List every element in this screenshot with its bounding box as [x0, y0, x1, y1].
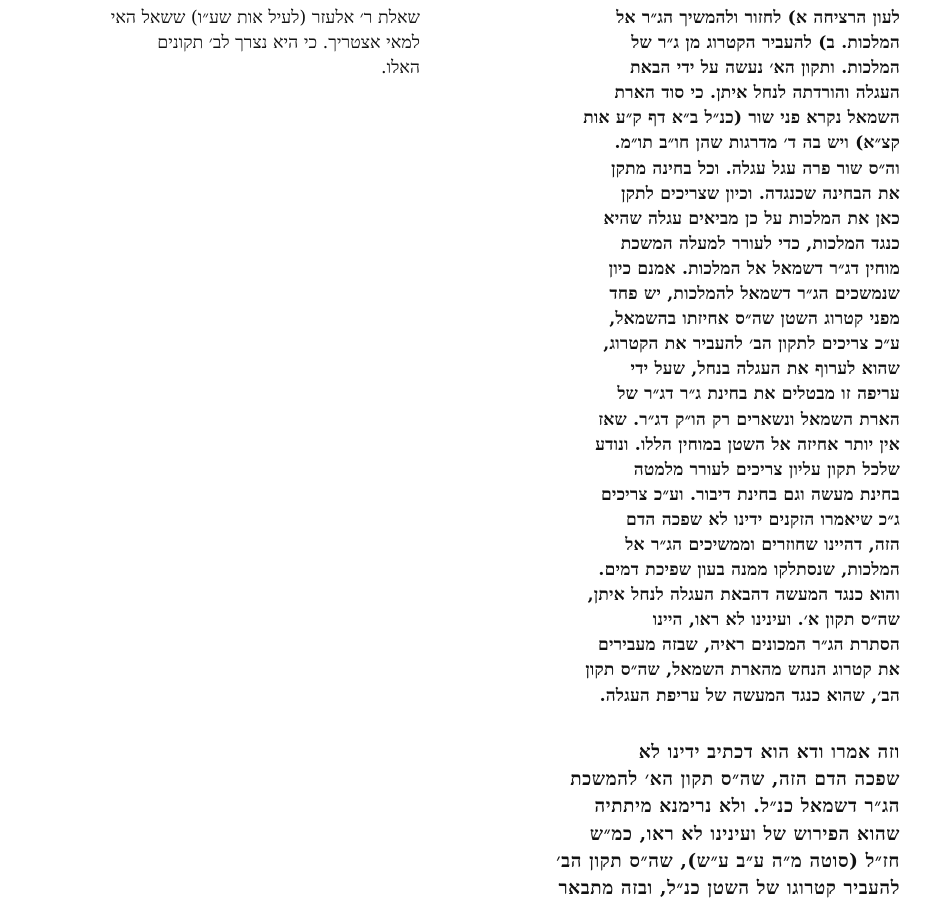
text-line: את הבחינה שכנגדה. וכיון שצריכים לתקן — [621, 183, 900, 204]
text-line: למאי אצטריך. כי היא נצרך לב׳ תקונים — [157, 33, 420, 54]
text-line: הארת השמאל ונשארים רק הו״ק דג״ר. שאז — [598, 409, 900, 430]
text-line: לעון הרציחה א) לחזור ולהמשיך הג״ר אל — [616, 8, 900, 28]
text-line: המלכות. ותקון הא׳ נעשה על ידי הבאת — [630, 58, 900, 79]
text-line: כאן את המלכות על כן מביאים עגלה שהיא — [603, 208, 900, 229]
text-line: שנמשכים הג״ר דשמאל להמלכות, יש פחד — [609, 284, 900, 305]
text-line: הזה, דהיינו שחוזרים וממשיכים הג״ר אל — [625, 534, 900, 555]
text-line: המלכות, שנסתלקו ממנה בעון שפיכת דמים. — [598, 560, 900, 581]
text-line: שהוא לערוף את העגלה בנחל, שעל ידי — [630, 359, 900, 380]
text-line: והוא כנגד המעשה דהבאת העגלה לנחל איתן, — [587, 585, 900, 606]
text-line: העגלה והורדתה לנחל איתן. כי סוד הארת — [614, 83, 900, 104]
text-line: אין יותר אחיזה אל השטן במוחין הללו. ונודע — [595, 434, 900, 455]
text-line: להעביר קטרוגו של השטן כנ״ל, ובזה מתבאר — [558, 878, 900, 900]
text-line: כנגד המלכות, כדי לעורר למעלה המשכת — [620, 233, 900, 254]
text-line: שה״ס תקון א׳. ועינינו לא ראו, היינו — [652, 610, 900, 631]
paragraph-1 — [438, 6, 900, 709]
text-line: הג״ר דשמאל כנ״ל. ולא נרימנא מיתתיה — [594, 796, 900, 818]
text-line: ע״כ צריכים לתקון הב׳ להעביר את הקטרוג, — [603, 334, 900, 355]
text-line: בחינת מעשה וגם בחינת דיבור. וע״כ צריכים — [600, 484, 900, 505]
text-line: האלו. — [380, 58, 420, 79]
text-line: שפכה הדם הזה, שה״ס תקון הא׳ להמשכת — [570, 768, 900, 790]
text-line: קצ״א) ויש בה ד׳ מדרגות שהן חו״ב תו״מ. — [614, 133, 900, 154]
text-line: שאלת ר׳ אלעזר (לעיל אות שע״ו) ששאל האי — [110, 8, 420, 28]
text-line: חז״ל (סוטה מ״ה ע״ב ע״ש), שה״ס תקון הב׳ — [556, 850, 900, 872]
text-line: וזה אמרו ודא הוא דכתיב ידינו לא — [638, 741, 900, 763]
text-line: וה״ס שור פרה עגל עגלה. וכל בחינה מתקן — [611, 158, 900, 179]
text-line: השמאל נקרא פני שור (כנ״ל ב״א דף ק״ע אות — [583, 108, 900, 129]
text-line: שלכל תקון עליון צריכים לעורר מלמטה — [633, 459, 900, 480]
main-text-column — [438, 6, 900, 902]
paragraph-2 — [438, 739, 900, 903]
text-line: מוחין דג״ר דשמאל אל המלכות. אמנם כיון — [608, 258, 900, 279]
text-line: המלכות. ב) להעביר הקטרוג מן ג״ר של — [631, 33, 900, 54]
text-line: את קטרוג הנחש מהארת השמאל, שה״ס תקון — [585, 660, 900, 681]
text-line: שהוא הפירוש של ועינינו לא ראו, כמ״ש — [589, 823, 900, 845]
text-line: הסתרת הג״ר המכונים ראיה, שבזה מעבירים — [598, 635, 900, 656]
text-line: הב׳, שהוא כנגד המעשה של עריפת העגלה. — [599, 685, 900, 706]
side-text-column — [20, 6, 420, 81]
text-line: ג״כ שיאמרו הזקנים ידינו לא שפכה הדם — [626, 509, 900, 530]
text-line: מפני קטרוג השטן שה״ס אחיזתו בהשמאל, — [609, 309, 900, 330]
text-line: עריפה זו מבטלים את בחינת ג״ר דג״ר של — [617, 384, 900, 405]
